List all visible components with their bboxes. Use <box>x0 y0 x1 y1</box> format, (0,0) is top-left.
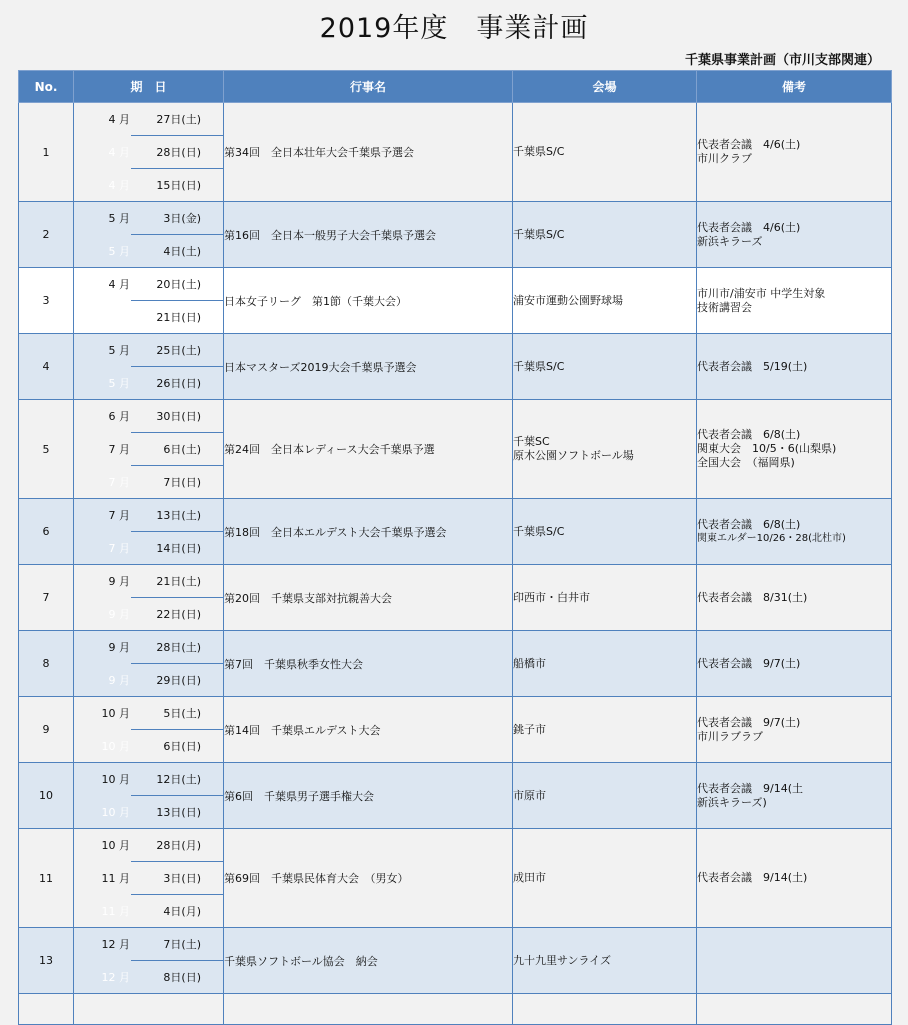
date-day: 21日(土) <box>156 575 201 588</box>
empty-row <box>19 994 892 1025</box>
date-line <box>74 103 223 135</box>
venue-line: 千葉県S/C <box>513 145 565 158</box>
date-day: 25日(土) <box>156 344 201 357</box>
venue-line: 成田市 <box>513 871 546 884</box>
date-cell <box>74 631 224 697</box>
remarks-line: 市川市/浦安市 中学生対象 <box>697 286 826 300</box>
date-cell <box>74 928 224 994</box>
row-number: 1 <box>19 103 74 202</box>
venue-line: 浦安市運動公園野球場 <box>513 293 623 307</box>
date-day: 28日(土) <box>156 641 201 654</box>
event-name: 第16回 全日本一般男子大会千葉県予選会 <box>224 202 513 268</box>
row-number: 2 <box>19 202 74 268</box>
venue-cell <box>513 334 697 400</box>
table-header-row <box>19 71 892 103</box>
row-number: 7 <box>19 565 74 631</box>
event-name: 第7回 千葉県秋季女性大会 <box>224 631 513 697</box>
remarks-line: 関東大会 10/5・6(山梨県) <box>697 442 837 455</box>
date-cell <box>74 334 224 400</box>
date-day: 6日(日) <box>163 740 201 753</box>
header-venue: 会場 <box>513 71 697 103</box>
table-row <box>19 631 892 697</box>
row-number: 10 <box>19 763 74 829</box>
date-month: 4 月 <box>108 146 130 159</box>
date-line <box>74 565 223 597</box>
schedule-table <box>18 70 892 1025</box>
venue-line: 船橋市 <box>513 656 546 670</box>
date-line <box>108 168 223 201</box>
venue-line: 市原市 <box>513 788 546 802</box>
remarks-line: 代表者会議 4/6(土) <box>697 138 801 151</box>
remarks-cell <box>697 829 892 928</box>
date-month: 5 月 <box>108 212 130 225</box>
remarks-line: 新浜キラーズ <box>697 234 763 248</box>
empty-cell <box>74 994 224 1025</box>
date-line <box>74 697 223 729</box>
date-month: 11 月 <box>101 905 130 918</box>
date-month: 10 月 <box>101 740 130 753</box>
date-month: 10 月 <box>101 806 130 819</box>
remarks-cell <box>697 697 892 763</box>
remarks-cell <box>697 631 892 697</box>
remarks-cell <box>697 928 892 994</box>
venue-line: 銚子市 <box>513 722 546 736</box>
date-day: 4日(月) <box>163 905 201 918</box>
date-day: 22日(日) <box>156 608 201 621</box>
date-day: 30日(日) <box>156 410 201 423</box>
venue-cell <box>513 631 697 697</box>
date-line <box>74 202 223 234</box>
remarks-line: 代表者会議 4/6(土) <box>697 220 801 234</box>
venue-line: 千葉県S/C <box>513 524 565 538</box>
date-line <box>108 135 223 168</box>
date-day: 8日(日) <box>163 971 201 984</box>
date-month: 5 月 <box>108 377 130 390</box>
event-name: 千葉県ソフトボール協会 納会 <box>224 928 513 994</box>
date-line <box>74 400 223 432</box>
date-line <box>101 861 223 894</box>
row-number: 6 <box>19 499 74 565</box>
event-name: 第14回 千葉県エルデスト大会 <box>224 697 513 763</box>
remarks-line: 代表者会議 6/8(土) <box>697 517 801 531</box>
header-no: No. <box>19 71 74 103</box>
table-row <box>19 268 892 334</box>
row-number: 4 <box>19 334 74 400</box>
date-line <box>101 960 223 993</box>
row-number: 8 <box>19 631 74 697</box>
date-day: 4日(土) <box>163 245 201 258</box>
date-month: 10 月 <box>101 707 130 720</box>
remarks-line: 新浜キラーズ) <box>697 795 767 809</box>
event-name: 第20回 千葉県支部対抗親善大会 <box>224 565 513 631</box>
date-line <box>131 300 223 333</box>
date-cell <box>74 400 224 499</box>
venue-line: 原木公園ソフトボール場 <box>513 449 634 462</box>
date-line <box>108 366 223 399</box>
date-month: 5 月 <box>108 245 130 258</box>
date-line <box>108 663 223 696</box>
venue-line: 千葉県S/C <box>513 227 565 241</box>
venue-line: 印西市・白井市 <box>513 590 590 604</box>
date-cell <box>74 829 224 928</box>
date-month: 7 月 <box>108 509 130 522</box>
venue-cell <box>513 400 697 499</box>
empty-cell <box>224 994 513 1025</box>
date-day: 13日(土) <box>156 509 201 522</box>
remarks-line: 関東エルダー10/26・28(北杜市) <box>697 532 846 544</box>
date-line <box>101 894 223 927</box>
date-cell <box>74 202 224 268</box>
date-day: 29日(日) <box>156 674 201 687</box>
date-day: 5日(土) <box>163 707 201 720</box>
table-row <box>19 928 892 994</box>
date-month: 12 月 <box>101 971 130 984</box>
date-month: 10 月 <box>101 773 130 786</box>
remarks-line: 代表者会議 9/7(土) <box>697 656 801 670</box>
remarks-cell <box>697 334 892 400</box>
header-remarks: 備考 <box>697 71 892 103</box>
remarks-cell <box>697 202 892 268</box>
remarks-cell <box>697 763 892 829</box>
date-line <box>108 465 223 498</box>
date-line <box>108 531 223 564</box>
table-row <box>19 334 892 400</box>
header-date: 期 日 <box>74 71 224 103</box>
date-day: 27日(土) <box>156 113 201 126</box>
date-month: 7 月 <box>108 476 130 489</box>
date-cell <box>74 565 224 631</box>
event-name: 第24回 全日本レディース大会千葉県予選 <box>224 400 513 499</box>
venue-cell <box>513 268 697 334</box>
date-month: 9 月 <box>108 641 130 654</box>
venue-cell <box>513 202 697 268</box>
date-cell <box>74 697 224 763</box>
date-month: 4 月 <box>108 179 130 192</box>
remarks-cell <box>697 400 892 499</box>
event-name: 第6回 千葉県男子選手権大会 <box>224 763 513 829</box>
remarks-line: 代表者会議 6/8(土) <box>697 428 801 441</box>
date-day: 7日(土) <box>163 938 201 951</box>
date-month: 4 月 <box>108 278 130 291</box>
date-day: 28日(日) <box>156 146 201 159</box>
date-cell <box>74 763 224 829</box>
date-month: 4 月 <box>108 113 130 126</box>
venue-cell <box>513 697 697 763</box>
date-day: 6日(土) <box>163 443 201 456</box>
remarks-cell <box>697 268 892 334</box>
event-name: 第18回 全日本エルデスト大会千葉県予選会 <box>224 499 513 565</box>
empty-cell <box>697 994 892 1025</box>
venue-cell <box>513 763 697 829</box>
empty-cell <box>19 994 74 1025</box>
row-number: 13 <box>19 928 74 994</box>
remarks-cell <box>697 103 892 202</box>
table-row <box>19 829 892 928</box>
date-day: 21日(日) <box>156 311 201 324</box>
table-row <box>19 103 892 202</box>
remarks-line: 代表者会議 8/31(土) <box>697 590 808 604</box>
table-row <box>19 202 892 268</box>
venue-cell <box>513 499 697 565</box>
venue-cell <box>513 565 697 631</box>
date-line <box>74 631 223 663</box>
date-month: 10 月 <box>101 839 130 852</box>
event-name: 日本マスターズ2019大会千葉県予選会 <box>224 334 513 400</box>
date-month: 7 月 <box>108 443 130 456</box>
date-line <box>108 432 223 465</box>
date-month: 6 月 <box>108 410 130 423</box>
remarks-line: 代表者会議 9/14(土) <box>697 871 808 884</box>
date-line <box>74 268 223 300</box>
remarks-line: 技術講習会 <box>697 300 752 314</box>
table-row <box>19 400 892 499</box>
venue-line: 九十九里サンライズ <box>513 953 612 967</box>
row-number: 9 <box>19 697 74 763</box>
remarks-line: 代表者会議 9/7(土) <box>697 715 801 729</box>
date-day: 15日(日) <box>156 179 201 192</box>
date-day: 26日(日) <box>156 377 201 390</box>
table-row <box>19 565 892 631</box>
remarks-line: 市川クラブ <box>697 152 752 165</box>
date-line <box>108 234 223 267</box>
row-number: 11 <box>19 829 74 928</box>
date-line <box>74 334 223 366</box>
date-line <box>101 729 223 762</box>
table-row <box>19 499 892 565</box>
date-month: 5 月 <box>108 344 130 357</box>
date-month: 9 月 <box>108 608 130 621</box>
remarks-cell <box>697 565 892 631</box>
date-line <box>108 597 223 630</box>
event-name: 第34回 全日本壮年大会千葉県予選会 <box>224 103 513 202</box>
date-day: 12日(土) <box>156 773 201 786</box>
date-day: 20日(土) <box>156 278 201 291</box>
date-day: 7日(日) <box>163 476 201 489</box>
venue-cell <box>513 928 697 994</box>
remarks-line: 全国大会 （福岡県) <box>697 456 795 469</box>
date-month: 9 月 <box>108 575 130 588</box>
page-subtitle: 千葉県事業計画（市川支部関連） <box>684 53 880 68</box>
page-title: 2019年度 事業計画 <box>319 13 589 44</box>
row-number: 3 <box>19 268 74 334</box>
date-month: 9 月 <box>108 674 130 687</box>
date-line <box>101 795 223 828</box>
date-month: 7 月 <box>108 542 130 555</box>
date-line <box>74 829 223 861</box>
remarks-line: 市川ラブラブ <box>697 729 763 743</box>
date-day: 28日(月) <box>156 839 201 852</box>
date-line <box>74 928 223 960</box>
date-cell <box>74 268 224 334</box>
date-month: 12 月 <box>101 938 130 951</box>
date-day: 13日(日) <box>156 806 201 819</box>
empty-cell <box>513 994 697 1025</box>
table-row <box>19 697 892 763</box>
event-name: 日本女子リーグ 第1節（千葉大会） <box>224 268 513 334</box>
date-cell <box>74 499 224 565</box>
venue-cell <box>513 829 697 928</box>
row-number: 5 <box>19 400 74 499</box>
date-day: 14日(日) <box>156 542 201 555</box>
remarks-line: 代表者会議 9/14(土 <box>697 781 803 795</box>
date-day: 3日(日) <box>163 872 201 885</box>
venue-cell <box>513 103 697 202</box>
remarks-line: 代表者会議 5/19(土) <box>697 359 808 373</box>
header-event: 行事名 <box>224 71 513 103</box>
venue-line: 千葉県S/C <box>513 359 565 373</box>
date-day: 3日(金) <box>163 212 201 225</box>
date-line <box>74 763 223 795</box>
date-cell <box>74 103 224 202</box>
event-name: 第69回 千葉県民体育大会 （男女） <box>224 829 513 928</box>
date-month: 11 月 <box>101 872 130 885</box>
venue-line: 千葉SC <box>513 435 550 448</box>
date-line <box>74 499 223 531</box>
remarks-cell <box>697 499 892 565</box>
table-row <box>19 763 892 829</box>
